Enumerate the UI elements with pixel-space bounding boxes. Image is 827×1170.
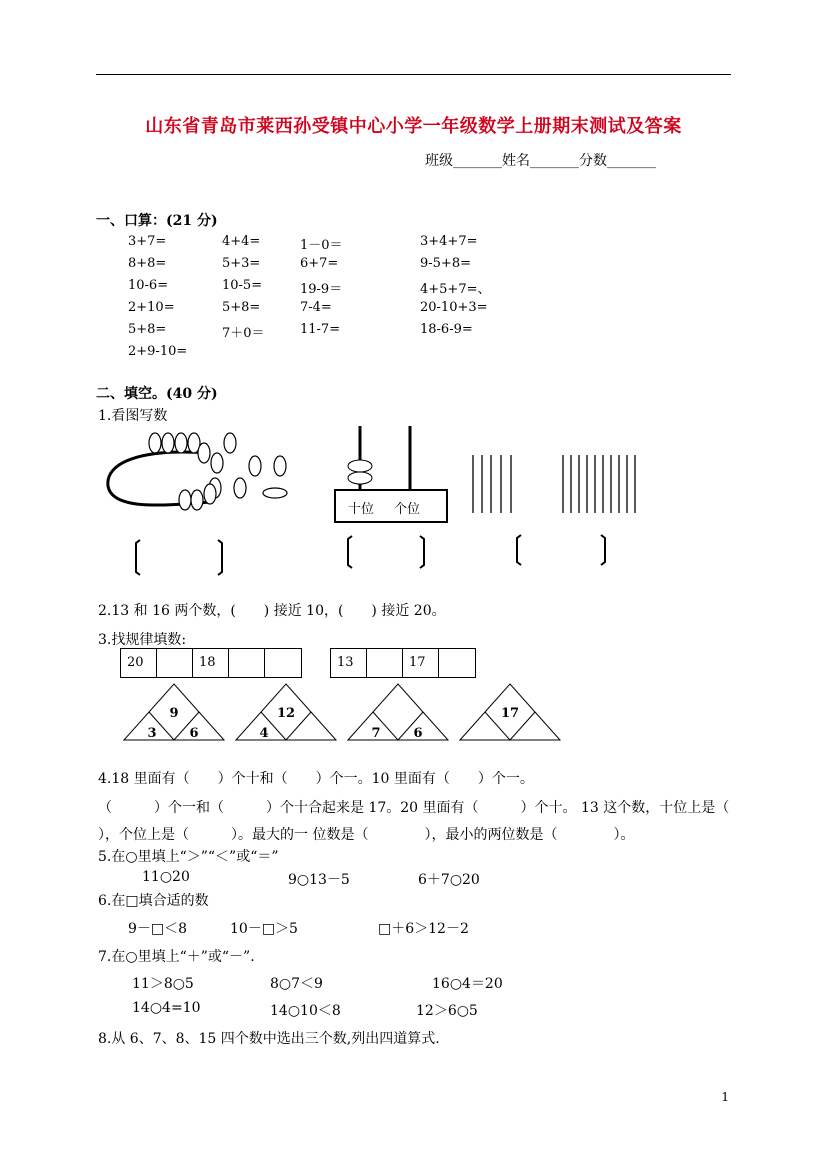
sequence-cell xyxy=(439,649,475,677)
q6-item: □＋6＞12－2 xyxy=(378,921,469,937)
sequence-cell xyxy=(229,649,265,677)
answer-bracket xyxy=(517,535,521,565)
mental-math-item: 20-10+3= xyxy=(420,300,488,315)
q7-item: 8○7＜9 xyxy=(270,976,323,992)
mental-math-item: 6+7= xyxy=(300,256,339,271)
abacus-tens-label: 十位 xyxy=(348,502,375,517)
q7-item: 11＞8○5 xyxy=(132,976,194,992)
document-title: 山东省青岛市莱西孙受镇中心小学一年级数学上册期末测试及答案 xyxy=(145,116,682,137)
sequence-cell: 20 xyxy=(121,649,157,677)
mental-math-item: 1－0＝ xyxy=(300,238,343,253)
sequence-cell xyxy=(265,649,301,677)
sequence-cell xyxy=(157,649,193,677)
section1-heading: 一、口算：(21 分) xyxy=(96,213,218,229)
q5-item: 9○13－5 xyxy=(288,872,350,888)
mental-math-item: 10-6= xyxy=(128,278,169,293)
q7-item: 12＞6○5 xyxy=(416,1003,478,1019)
triangle-number: 9 xyxy=(169,706,179,721)
header-rule xyxy=(96,74,731,75)
q8-text: 8.从 6、7、8、15 四个数中选出三个数,列出四道算式. xyxy=(98,1031,440,1047)
mental-math-item: 7＋0＝ xyxy=(222,326,265,341)
number-triangles xyxy=(120,684,580,746)
sequence-cell: 17 xyxy=(403,649,439,677)
section2-heading: 二、填空。(40 分) xyxy=(96,386,218,402)
page-number: 1 xyxy=(721,1090,729,1104)
student-info-line: 班级_______姓名_______分数_______ xyxy=(425,153,656,169)
sequence-cell xyxy=(367,649,403,677)
q3-label: 3.找规律填数: xyxy=(98,632,187,648)
mental-math-item: 3+7= xyxy=(128,234,167,249)
triangle-number: 17 xyxy=(500,706,520,721)
number-triangle xyxy=(460,684,560,740)
sequence-cell: 13 xyxy=(331,649,367,677)
mental-math-item: 19-9＝ xyxy=(300,282,343,297)
pattern-sequence-2 xyxy=(330,648,476,678)
q7-label: 7.在○里填上“＋”或“－”. xyxy=(98,949,255,965)
mental-math-item: 10-5= xyxy=(222,278,263,293)
mental-math-item: 4+4= xyxy=(222,234,261,249)
q2-text: 2.13 和 16 两个数，( ) 接近 10，( ) 接近 20。 xyxy=(98,603,446,619)
abacus-ones-label: 个位 xyxy=(394,502,421,517)
q1-label: 1.看图写数 xyxy=(98,408,168,424)
q6-item: 9－□＜8 xyxy=(128,921,188,937)
counting-sticks-figure xyxy=(465,455,635,575)
triangle-number: 7 xyxy=(371,726,381,741)
triangle-number: 12 xyxy=(276,706,296,721)
mental-math-item: 8+8= xyxy=(128,256,167,271)
q7-item: 16○4＝20 xyxy=(432,976,503,992)
number-triangle xyxy=(348,684,448,741)
mental-math-item: 5+8= xyxy=(128,322,167,337)
pattern-sequence-1 xyxy=(120,648,302,678)
triangle-number: 6 xyxy=(189,726,199,741)
triangle-number: 6 xyxy=(413,726,423,741)
number-triangle xyxy=(124,684,224,741)
mental-math-item: 7-4= xyxy=(300,300,332,315)
mental-math-item: 5+3= xyxy=(222,256,261,271)
q7-item: 14○4=10 xyxy=(132,1000,201,1016)
triangle-number: 4 xyxy=(259,726,269,741)
mental-math-item: 5+8= xyxy=(222,300,261,315)
q4-line2: （ ）个一和（ ）个十合起来是 17。20 里面有（ ）个十。 13 这个数，十位上是（ xyxy=(98,800,730,816)
bead-counting-figure xyxy=(100,428,300,588)
mental-math-item: 3+4+7= xyxy=(420,234,478,249)
number-triangle xyxy=(236,684,336,741)
mental-math-item: 2+10= xyxy=(128,300,175,315)
mental-math-item: 9-5+8= xyxy=(420,256,471,271)
q6-item: 10－□＞5 xyxy=(230,921,298,937)
q5-label: 5.在○里填上“＞”“＜”或“＝” xyxy=(98,849,279,865)
q7-item: 14○10＜8 xyxy=(270,1003,341,1019)
q6-label: 6.在□填合适的数 xyxy=(98,893,209,909)
mental-math-item: 4+5+7=、 xyxy=(420,282,491,297)
q5-item: 6＋7○20 xyxy=(418,872,480,888)
q5-item: 11○20 xyxy=(142,869,190,885)
mental-math-item: 2+9-10= xyxy=(128,344,188,359)
q4-line3: ），个位上是（ ）。最大的一 位数是（ ），最小的两位数是（ ）。 xyxy=(98,827,635,843)
sequence-cell: 18 xyxy=(193,649,229,677)
triangle-number: 3 xyxy=(147,726,157,741)
mental-math-item: 11-7= xyxy=(300,322,341,337)
answer-bracket xyxy=(601,535,605,565)
mental-math-item: 18-6-9= xyxy=(420,322,473,337)
q4-line1: 4.18 里面有（ ）个十和（ ）个一。10 里面有（ ）个一。 xyxy=(98,771,534,787)
